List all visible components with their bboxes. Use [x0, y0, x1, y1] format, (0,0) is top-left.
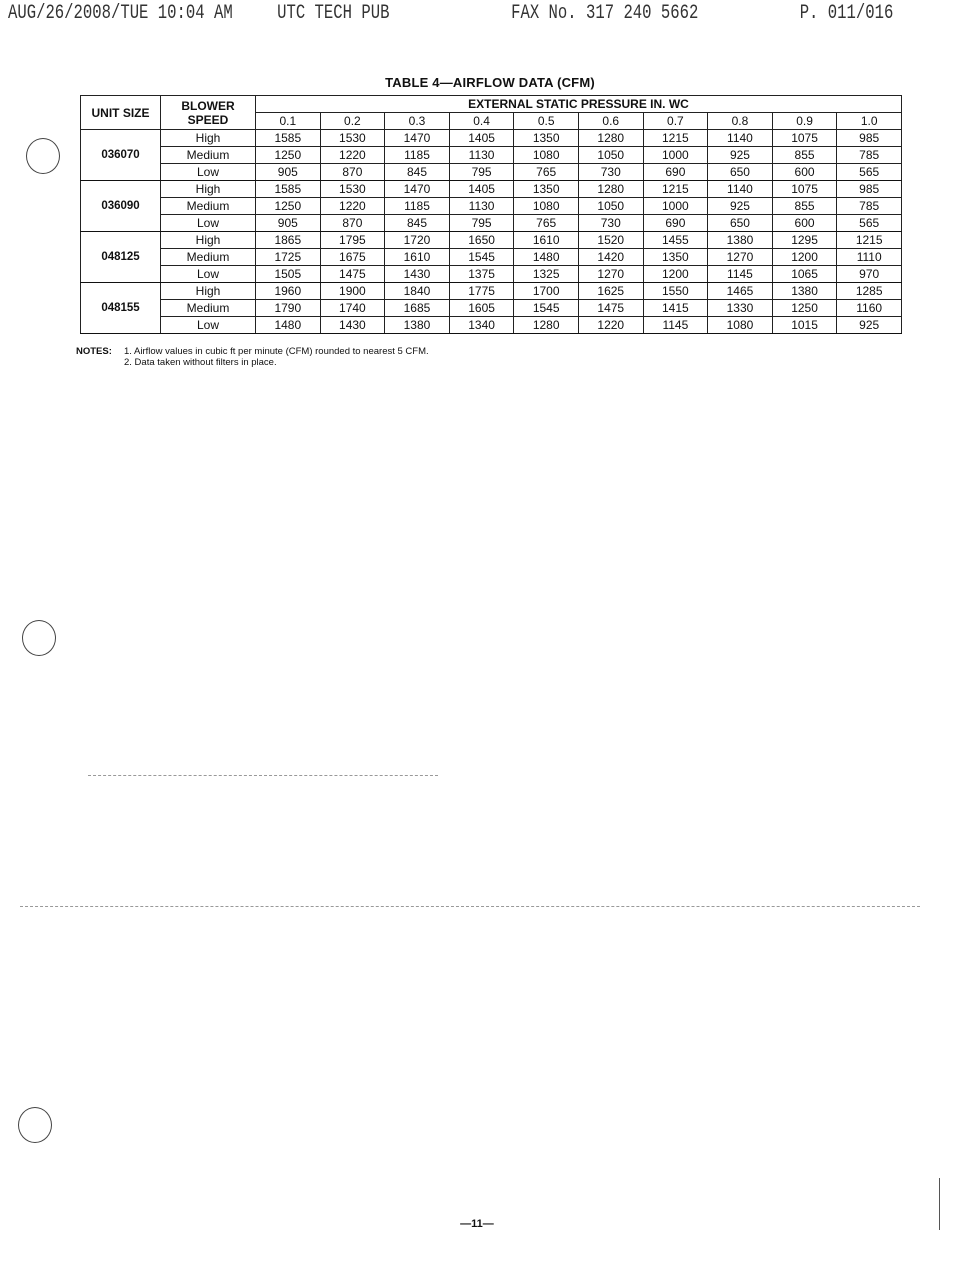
airflow-value-cell: 1130: [449, 147, 514, 164]
airflow-value-cell: 600: [772, 164, 837, 181]
airflow-value-cell: 1550: [643, 283, 708, 300]
airflow-value-cell: 1790: [256, 300, 321, 317]
unit-size-cell: 036070: [81, 130, 161, 181]
airflow-value-cell: 565: [837, 164, 902, 181]
airflow-value-cell: 1075: [772, 181, 837, 198]
airflow-value-cell: 1015: [772, 317, 837, 334]
airflow-value-cell: 1350: [514, 181, 579, 198]
fax-number: FAX No. 317 240 5662: [511, 2, 699, 25]
airflow-value-cell: 1380: [708, 232, 773, 249]
airflow-value-cell: 730: [578, 215, 643, 232]
airflow-value-cell: 855: [772, 147, 837, 164]
airflow-value-cell: 985: [837, 130, 902, 147]
airflow-value-cell: 765: [514, 215, 579, 232]
blower-speed-cell: Low: [161, 317, 256, 334]
airflow-value-cell: 1330: [708, 300, 773, 317]
scan-edge-mark: [939, 1178, 940, 1230]
airflow-value-cell: 970: [837, 266, 902, 283]
airflow-value-cell: 1145: [643, 317, 708, 334]
airflow-value-cell: 1080: [708, 317, 773, 334]
airflow-value-cell: 1530: [320, 130, 385, 147]
blower-speed-cell: Medium: [161, 147, 256, 164]
airflow-value-cell: 1145: [708, 266, 773, 283]
airflow-value-cell: 1350: [514, 130, 579, 147]
airflow-value-cell: 1520: [578, 232, 643, 249]
airflow-value-cell: 1505: [256, 266, 321, 283]
unit-size-cell: 048125: [81, 232, 161, 283]
fax-date-time: AUG/26/2008/TUE 10:04 AM: [8, 2, 233, 25]
airflow-value-cell: 1480: [514, 249, 579, 266]
airflow-value-cell: 1185: [385, 147, 450, 164]
airflow-value-cell: 1795: [320, 232, 385, 249]
blower-speed-cell: Medium: [161, 198, 256, 215]
airflow-value-cell: 1075: [772, 130, 837, 147]
airflow-value-cell: 1285: [837, 283, 902, 300]
pressure-header-cell: 0.2: [320, 113, 385, 130]
airflow-value-cell: 1140: [708, 130, 773, 147]
airflow-value-cell: 1625: [578, 283, 643, 300]
airflow-value-cell: 1250: [772, 300, 837, 317]
table-row: [81, 164, 902, 181]
pressure-header-cell: 0.3: [385, 113, 450, 130]
airflow-value-cell: 1700: [514, 283, 579, 300]
blower-speed-cell: High: [161, 181, 256, 198]
airflow-value-cell: 1380: [772, 283, 837, 300]
airflow-value-cell: 1270: [708, 249, 773, 266]
airflow-value-cell: 870: [320, 215, 385, 232]
airflow-value-cell: 1610: [514, 232, 579, 249]
airflow-value-cell: 1325: [514, 266, 579, 283]
external-static-pressure-header: EXTERNAL STATIC PRESSURE IN. WC: [256, 96, 902, 113]
airflow-value-cell: 1280: [578, 130, 643, 147]
airflow-value-cell: 1405: [449, 181, 514, 198]
airflow-value-cell: 1050: [578, 198, 643, 215]
table-row: [81, 198, 902, 215]
airflow-value-cell: 1340: [449, 317, 514, 334]
airflow-value-cell: 855: [772, 198, 837, 215]
airflow-value-cell: 1585: [256, 181, 321, 198]
blower-speed-cell: Low: [161, 164, 256, 181]
airflow-value-cell: 845: [385, 164, 450, 181]
note-item: 2. Data taken without filters in place.: [124, 357, 277, 368]
table-row: [81, 181, 902, 198]
airflow-value-cell: 600: [772, 215, 837, 232]
pressure-header-cell: 0.5: [514, 113, 579, 130]
airflow-value-cell: 1250: [256, 147, 321, 164]
airflow-value-cell: 1430: [385, 266, 450, 283]
pressure-header-cell: 0.6: [578, 113, 643, 130]
airflow-value-cell: 1185: [385, 198, 450, 215]
pressure-header-cell: 0.4: [449, 113, 514, 130]
airflow-value-cell: 925: [837, 317, 902, 334]
table-row: [81, 266, 902, 283]
airflow-value-cell: 1585: [256, 130, 321, 147]
airflow-value-cell: 1080: [514, 198, 579, 215]
airflow-value-cell: 1650: [449, 232, 514, 249]
airflow-value-cell: 1720: [385, 232, 450, 249]
airflow-value-cell: 1740: [320, 300, 385, 317]
table-row: [81, 317, 902, 334]
blower-speed-cell: High: [161, 130, 256, 147]
airflow-value-cell: 1900: [320, 283, 385, 300]
airflow-value-cell: 1130: [449, 198, 514, 215]
table-row: [81, 130, 902, 147]
table-notes: [76, 346, 429, 368]
airflow-value-cell: 1470: [385, 130, 450, 147]
airflow-value-cell: 1610: [385, 249, 450, 266]
table-row: [81, 215, 902, 232]
airflow-value-cell: 1465: [708, 283, 773, 300]
faint-bleedthrough-line: [20, 906, 920, 908]
airflow-value-cell: 1685: [385, 300, 450, 317]
airflow-value-cell: 765: [514, 164, 579, 181]
airflow-value-cell: 1725: [256, 249, 321, 266]
airflow-value-cell: 1215: [643, 130, 708, 147]
airflow-value-cell: 785: [837, 147, 902, 164]
airflow-value-cell: 730: [578, 164, 643, 181]
airflow-value-cell: 1200: [643, 266, 708, 283]
airflow-value-cell: 795: [449, 215, 514, 232]
airflow-value-cell: 845: [385, 215, 450, 232]
airflow-value-cell: 690: [643, 164, 708, 181]
airflow-value-cell: 1215: [837, 232, 902, 249]
airflow-value-cell: 1350: [643, 249, 708, 266]
airflow-value-cell: 1775: [449, 283, 514, 300]
airflow-value-cell: 1200: [772, 249, 837, 266]
airflow-value-cell: 1960: [256, 283, 321, 300]
faint-bleedthrough-line: [88, 775, 438, 777]
airflow-value-cell: 1110: [837, 249, 902, 266]
pressure-header-cell: 0.8: [708, 113, 773, 130]
airflow-value-cell: 1405: [449, 130, 514, 147]
airflow-value-cell: 1065: [772, 266, 837, 283]
airflow-value-cell: 905: [256, 215, 321, 232]
punch-hole-top: [26, 138, 60, 174]
airflow-value-cell: 1840: [385, 283, 450, 300]
airflow-value-cell: 1545: [449, 249, 514, 266]
fax-page-count: P. 011/016: [799, 2, 894, 25]
blower-speed-header: BLOWER SPEED: [161, 96, 256, 130]
airflow-data-table: [80, 95, 902, 334]
airflow-value-cell: 870: [320, 164, 385, 181]
airflow-value-cell: 785: [837, 198, 902, 215]
airflow-value-cell: 1050: [578, 147, 643, 164]
unit-size-cell: 036090: [81, 181, 161, 232]
blower-speed-cell: Low: [161, 266, 256, 283]
airflow-value-cell: 1220: [578, 317, 643, 334]
airflow-value-cell: 1475: [578, 300, 643, 317]
punch-hole-middle: [22, 620, 56, 656]
airflow-value-cell: 1295: [772, 232, 837, 249]
blower-speed-cell: Medium: [161, 300, 256, 317]
pressure-header-cell: 0.9: [772, 113, 837, 130]
blower-speed-cell: Low: [161, 215, 256, 232]
airflow-value-cell: 1215: [643, 181, 708, 198]
airflow-value-cell: 650: [708, 164, 773, 181]
airflow-value-cell: 1080: [514, 147, 579, 164]
airflow-value-cell: 1675: [320, 249, 385, 266]
pressure-header-cell: 1.0: [837, 113, 902, 130]
pressure-header-cell: 0.7: [643, 113, 708, 130]
fax-header: [8, 2, 894, 28]
airflow-value-cell: 1865: [256, 232, 321, 249]
blower-speed-cell: Medium: [161, 249, 256, 266]
airflow-value-cell: 925: [708, 198, 773, 215]
airflow-value-cell: 1605: [449, 300, 514, 317]
punch-hole-bottom: [18, 1107, 52, 1143]
table-row: [81, 249, 902, 266]
airflow-value-cell: 1280: [578, 181, 643, 198]
table-row: [81, 283, 902, 300]
airflow-value-cell: 1160: [837, 300, 902, 317]
table-row: [81, 300, 902, 317]
airflow-value-cell: 1415: [643, 300, 708, 317]
airflow-value-cell: 1470: [385, 181, 450, 198]
airflow-value-cell: 925: [708, 147, 773, 164]
airflow-value-cell: 1250: [256, 198, 321, 215]
table-row: [81, 232, 902, 249]
airflow-value-cell: 1420: [578, 249, 643, 266]
fax-sender: UTC TECH PUB: [277, 2, 390, 25]
airflow-value-cell: 1430: [320, 317, 385, 334]
airflow-value-cell: 1140: [708, 181, 773, 198]
table-row: [81, 147, 902, 164]
notes-label: NOTES:: [76, 346, 112, 357]
airflow-value-cell: 1380: [385, 317, 450, 334]
airflow-value-cell: 1455: [643, 232, 708, 249]
airflow-value-cell: 795: [449, 164, 514, 181]
airflow-value-cell: 565: [837, 215, 902, 232]
airflow-value-cell: 1270: [578, 266, 643, 283]
airflow-value-cell: 985: [837, 181, 902, 198]
airflow-value-cell: 1475: [320, 266, 385, 283]
airflow-value-cell: 1545: [514, 300, 579, 317]
blower-speed-cell: High: [161, 232, 256, 249]
unit-size-header: UNIT SIZE: [81, 96, 161, 130]
page-number: —11—: [460, 1218, 494, 1230]
airflow-value-cell: 650: [708, 215, 773, 232]
airflow-value-cell: 1480: [256, 317, 321, 334]
note-item: 1. Airflow values in cubic ft per minute (CFM) rounded to nearest 5 CFM.: [124, 346, 429, 357]
airflow-value-cell: 1375: [449, 266, 514, 283]
table-title: TABLE 4—AIRFLOW DATA (CFM): [385, 75, 595, 90]
blower-speed-cell: High: [161, 283, 256, 300]
pressure-header-cell: 0.1: [256, 113, 321, 130]
airflow-value-cell: 1220: [320, 198, 385, 215]
airflow-value-cell: 1530: [320, 181, 385, 198]
airflow-value-cell: 1000: [643, 198, 708, 215]
airflow-table-body: [81, 130, 902, 334]
unit-size-cell: 048155: [81, 283, 161, 334]
airflow-value-cell: 1000: [643, 147, 708, 164]
airflow-value-cell: 1220: [320, 147, 385, 164]
airflow-value-cell: 690: [643, 215, 708, 232]
airflow-value-cell: 1280: [514, 317, 579, 334]
airflow-value-cell: 905: [256, 164, 321, 181]
